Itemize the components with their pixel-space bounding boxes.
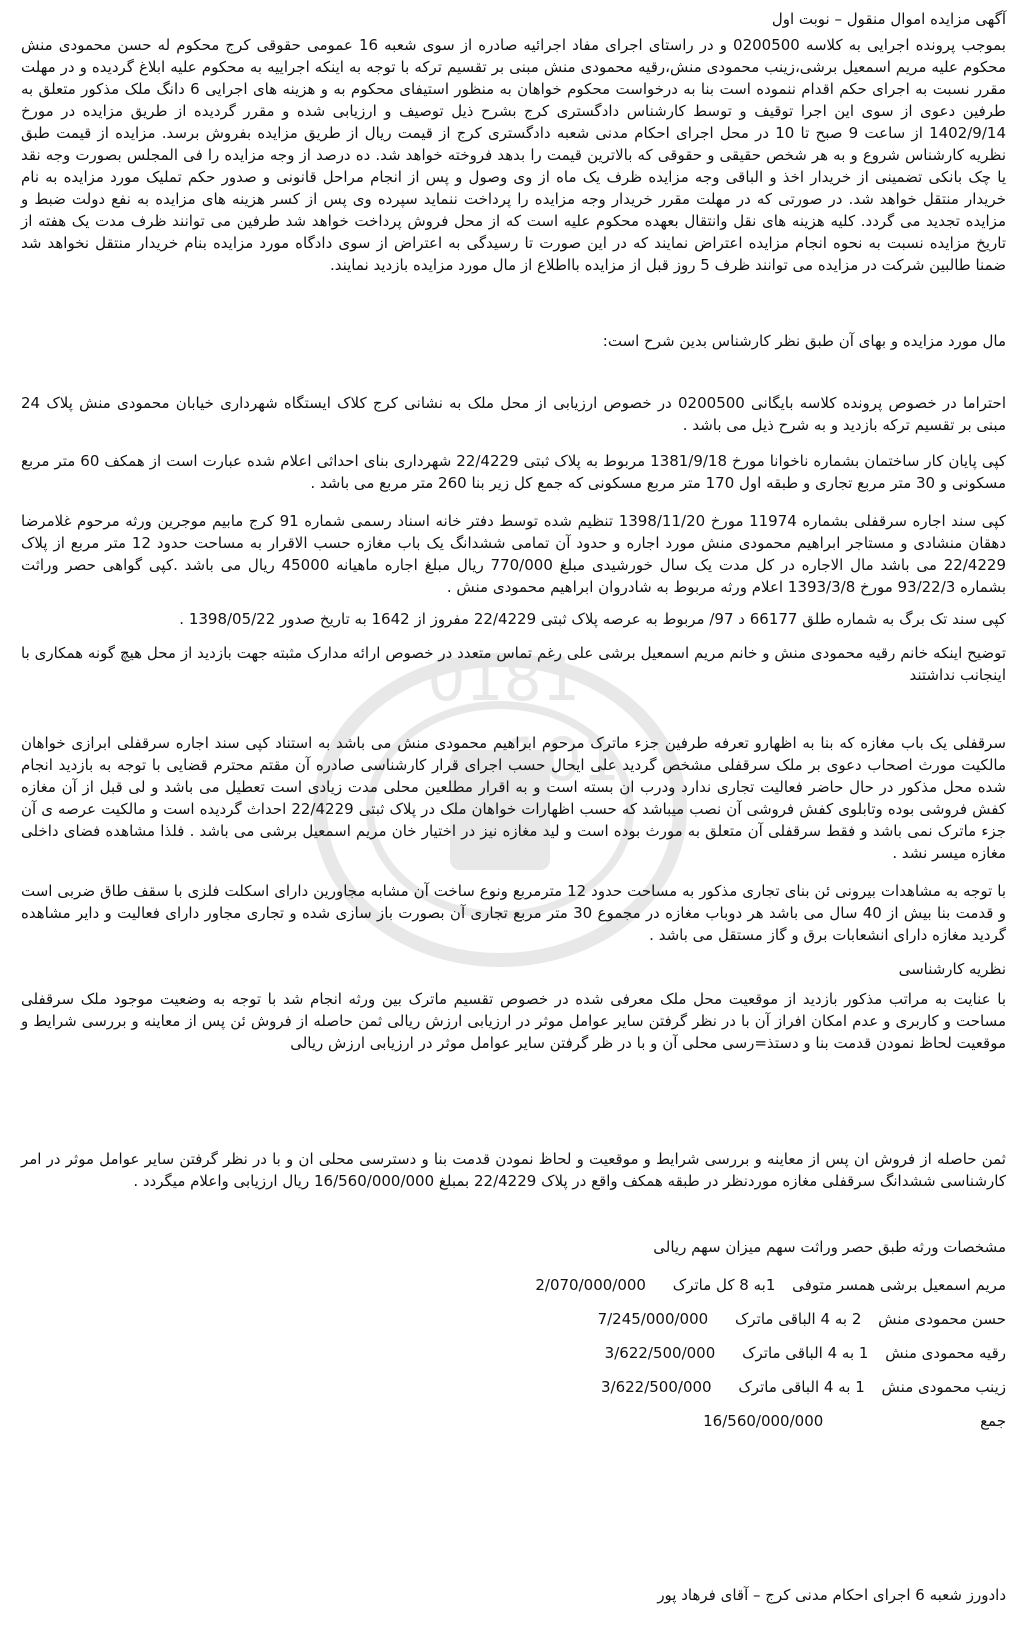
heir-name: زینب محمودی منش	[881, 1378, 1006, 1396]
heir-amount: 3/622/500/000	[600, 1378, 712, 1396]
deed-paragraph: کپی سند تک برگ به شماره طلق 66177 د 97/ مربوط به عرصه پلاک ثبتی 22/4229 مفروز از 1642 به تاریخ صدور 1398/05/22 .	[179, 610, 1006, 628]
respect-paragraph: احتراما در خصوص پرونده کلاسه بایگانی 0200500 در خصوص ارزیابی از محل ملک به نشانی کرج کلاک ایستگاه شهرداری خیابان محمودی منش پلاک 24 مبنی بر تقسیم ترکه بازدید و به شرح ذیل می باشد .	[21, 394, 1007, 434]
svg-text:101: 101	[505, 725, 620, 795]
heir-share: 1 به 4 الباقی ماترک	[738, 1378, 865, 1396]
heir-amount: 3/622/500/000	[604, 1344, 716, 1362]
heir-amount: 2/070/000/000	[535, 1276, 646, 1294]
total-amount: 16/560/000/000	[703, 1412, 824, 1430]
permit-paragraph: کپی پایان کار ساختمان بشماره ناخوانا مورخ 1381/9/18 مربوط به پلاک ثبتی 22/4229 شهرداری بنای احداثی اعلام شده عبارت است از همکف 60 متر مربع مسکونی و 30 متر مربع تجاری و طبقه اول 170 متر مربع مسکونی که جمع کل زیر بنا 260 متر مربع می باشد .	[21, 452, 1007, 492]
heir-row	[593, 1342, 1006, 1364]
heir-row	[589, 1376, 1006, 1398]
heir-share: 2 به 4 الباقی ماترک	[734, 1310, 862, 1328]
property-heading: مال مورد مزایده و بهای آن طبق نظر کارشناس بدین شرح است:	[602, 332, 1006, 350]
heir-name: رقیه محمودی منش	[885, 1344, 1006, 1362]
heir-name: مریم اسمعیل برشی همسر متوفی	[792, 1276, 1006, 1294]
heir-amount: 7/245/000/000	[597, 1310, 709, 1328]
heir-row	[523, 1274, 1006, 1296]
opinion-paragraph: با عنایت به مراتب مذکور بازدید از موقعیت محل ملک معرفی شده در خصوص تقسیم ماترک بین ورثه انجام شد با توجه به وضعیت موجود ملک سرقفلی مساحت و کاربری و عدم امکان افراز آن با در نظر گرفتن سایر عوامل موثر در ارزیابی ارزش ریالی ثمن حاصله از فروش ئن پس از معاینه و بررسی شرایط و موقعیت لحاظ نمودن قدمت بنا و دستذ=رسی محلی آن و با در ظر گرفتن سایر عوامل موثر در ارزیابی ارزش ریالی	[21, 990, 1006, 1052]
total-label: جمع	[980, 1412, 1006, 1430]
expert-heading: نظریه کارشناسی	[898, 960, 1006, 978]
svg-text:0181: 0181	[427, 645, 580, 715]
intro-paragraph: بموجب پرونده اجرایی به کلاسه 0200500 و در راستای اجرای مفاد اجرائیه صادره از سوی شعبه 16 عمومی حقوقی کرج محکوم له حسن محمودی منش محکوم علیه مریم اسمعیل برشی،زینب محمودی منش،رقیه محمودی منش مبنی بر تقسیم ترکه با توجه به اینکه اجراییه به محکوم علیه ابلاغ گردیده و در مهلت مقرر نسبت به اجرای حکم اقدام ننموده است بنا به درخواست محکوم خواهان به منظور استیفای محکوم به و هزینه های اجرایی 6 دانگ ملک مذکور متعلق به طرفین دعوی از سوی این اجرا توقیف و توسط کارشناس دادگستری کرج بشرح ذیل توصیف و ارزیابی شده و مقرر گردیده از طریق مزایده در مورخ 1402/9/14 از ساعت 9 صبح تا 10 در محل اجرای احکام مدنی شعبه دادگستری کرج از قیمت ریال از طریق مزایده بفروش برسد. مزایده از قیمت طبق نظریه کارشناس شروع و به هر شخص حقیقی و حقوقی که بالاترین قیمت را بدهد فروخته خواهد شد. ده درصد از وجه مزایده را فی المجلس بصورت وجه نقد یا چک بانکی تضمینی از خریدار اخذ و الباقی وجه مزایده ظرف یک ماه از وی وصول و پس از انجام مراحل قانونی و صدور حکم تملیک مورد مزایده به نام خریدار منتقل خواهد شد. در صورتی که در مهلت مقرر خریدار وجه مزایده را پرداخت ننماید سپرده وی پس از کسر هزینه های مزایده به نفع دولت ضبط و مزایده تجدید می گردد. کلیه هزینه های نقل وانتقال بعهده محکوم علیه است که از محل فروش پرداخت خواهد شد طرفین می توانند ظرف مدت یک هفته از تاریخ مزایده نسبت به نحوه انجام مزایده اعتراض نمایند که در این صورت تا رسیدگی به اعتراض از سوی دادگاه مورد مزایده بنام خریدار منتقل نخواهد شد ضمنا طالبین شرکت در مزایده می توانند ظرف 5 روز قبل از مزایده بااطلاع از مال مورد مزایده بازدید نمایند.	[21, 36, 1006, 274]
total-row	[691, 1410, 1006, 1432]
heir-share: 1به 8 کل ماترک	[672, 1276, 776, 1294]
notice-title: آگهی مزایده اموال منقول – نوبت اول	[771, 10, 1006, 28]
lease-paragraph: کپی سند اجاره سرقفلی بشماره 11974 مورخ 1398/11/20 تنظیم شده توسط دفتر خانه اسناد رسمی شماره 91 کرج مابیم موجرین ورثه مرحوم غلامرضا دهقان منشادی و مستاجر ابراهیم محمودی منش مورد اجاره و حدود آن تمامی ششدانگ یک باب مغازه حسب الاقرار به مساحت حدود 12 متر مربع از پلاک 22/4229 می باشد مال الاجاره در کل مدت یک سال خورشیدی مبلغ 770/000 ریال مبلغ اجاره ماهیانه 45000 ریال می باشد .کپی گواهی حصر وراثت بشماره 93/22/3 مورخ 1393/3/8 اعلام ورثه مربوط به شادروان ابراهیم محمودی منش .	[21, 512, 1007, 596]
heir-name: حسن محمودی منش	[878, 1310, 1006, 1328]
shop-paragraph: سرقفلی یک باب مغازه که بنا به اظهارو تعرفه طرفین جزء ماترک مرحوم ابراهیم محمودی منش می باشد به استناد کپی سند اجاره سرقفلی ابرازی خواهان مالکیت مورث اصحاب دعوی بر ملک سرقفلی مشخص گردید علی ایحال حسب اجرای قرار کارشناسی صادره آن مقتم محترم قضایی با توجه به بازدید انجام شده محل مذکور در حال حاضر فعالیت تجاری ندارد ودرب ان بسته است و به اقرار مطلعین محلی مدت زیادی است تعطیل می باشد و لی قبل از آن مغازه کفش فروشی بوده وتابلوی کفش فروشی آن نصب میباشد که حسب اظهارات خواهان ملک در پلاک ثبتی 22/4229 احداث گردیده است و مالکیت عرصه ی آن جزء ماترک نمی باشد و فقط سرقفلی آن متعلق به مورث بوده است و لید مغازه نیز در اختیار خان مریم اسمعیل برشی می باشد . فلذا مشاهده فضای داخلی مغازه میسر نشد .	[21, 734, 1006, 862]
heir-share: 1 به 4 الباقی ماترک	[742, 1344, 869, 1362]
heirs-header: مشخصات ورثه طبق حصر وراثت سهم میزان سهم ریالی	[653, 1238, 1006, 1256]
note-paragraph: توضیح اینکه خانم رقیه محمودی منش و خانم مریم اسمعیل برشی علی رغم تماس متعدد در خصوص ارائه مدارک مثبته جهت بازدید از محل هیچ گونه همکاری با اینجانب نداشتند	[21, 644, 1006, 684]
price-paragraph: ثمن حاصله از فروش ان پس از معاینه و بررسی شرایط و موقعیت و لحاظ نمودن قدمت بنا و دسترسی محلی ان و با در نظر گرفتن سایر عوامل موثر در امر کارشناسی ششدانگ سرقفلی مغازه موردنظر در طبقه همکف واقع در پلاک 22/4229 بمبلغ 16/560/000/000 ریال ارزیابی واعلام میگردد .	[21, 1150, 1006, 1190]
signature-line: دادورز شعبه 6 اجرای احکام مدنی کرج – آقای فرهاد پور	[657, 1586, 1006, 1604]
building-paragraph: با توجه به مشاهدات بیرونی ئن بنای تجاری مذکور به مساحت حدود 12 مترمربع ونوع ساخت آن مشابه مجاورین دارای اسکلت فلزی با سقف طاق ضربی است و قدمت بنا بیش از 40 سال می باشد هر دوباب مغازه در مجموع 30 متر مربع تجاری آن بصورت باز سازی شده و تجاری مجاور دارای فعالیت و دایر مشاهده گردید مغازه دارای انشعابات برق و گاز مستقل می باشد .	[21, 882, 1007, 944]
heir-row	[586, 1308, 1006, 1330]
